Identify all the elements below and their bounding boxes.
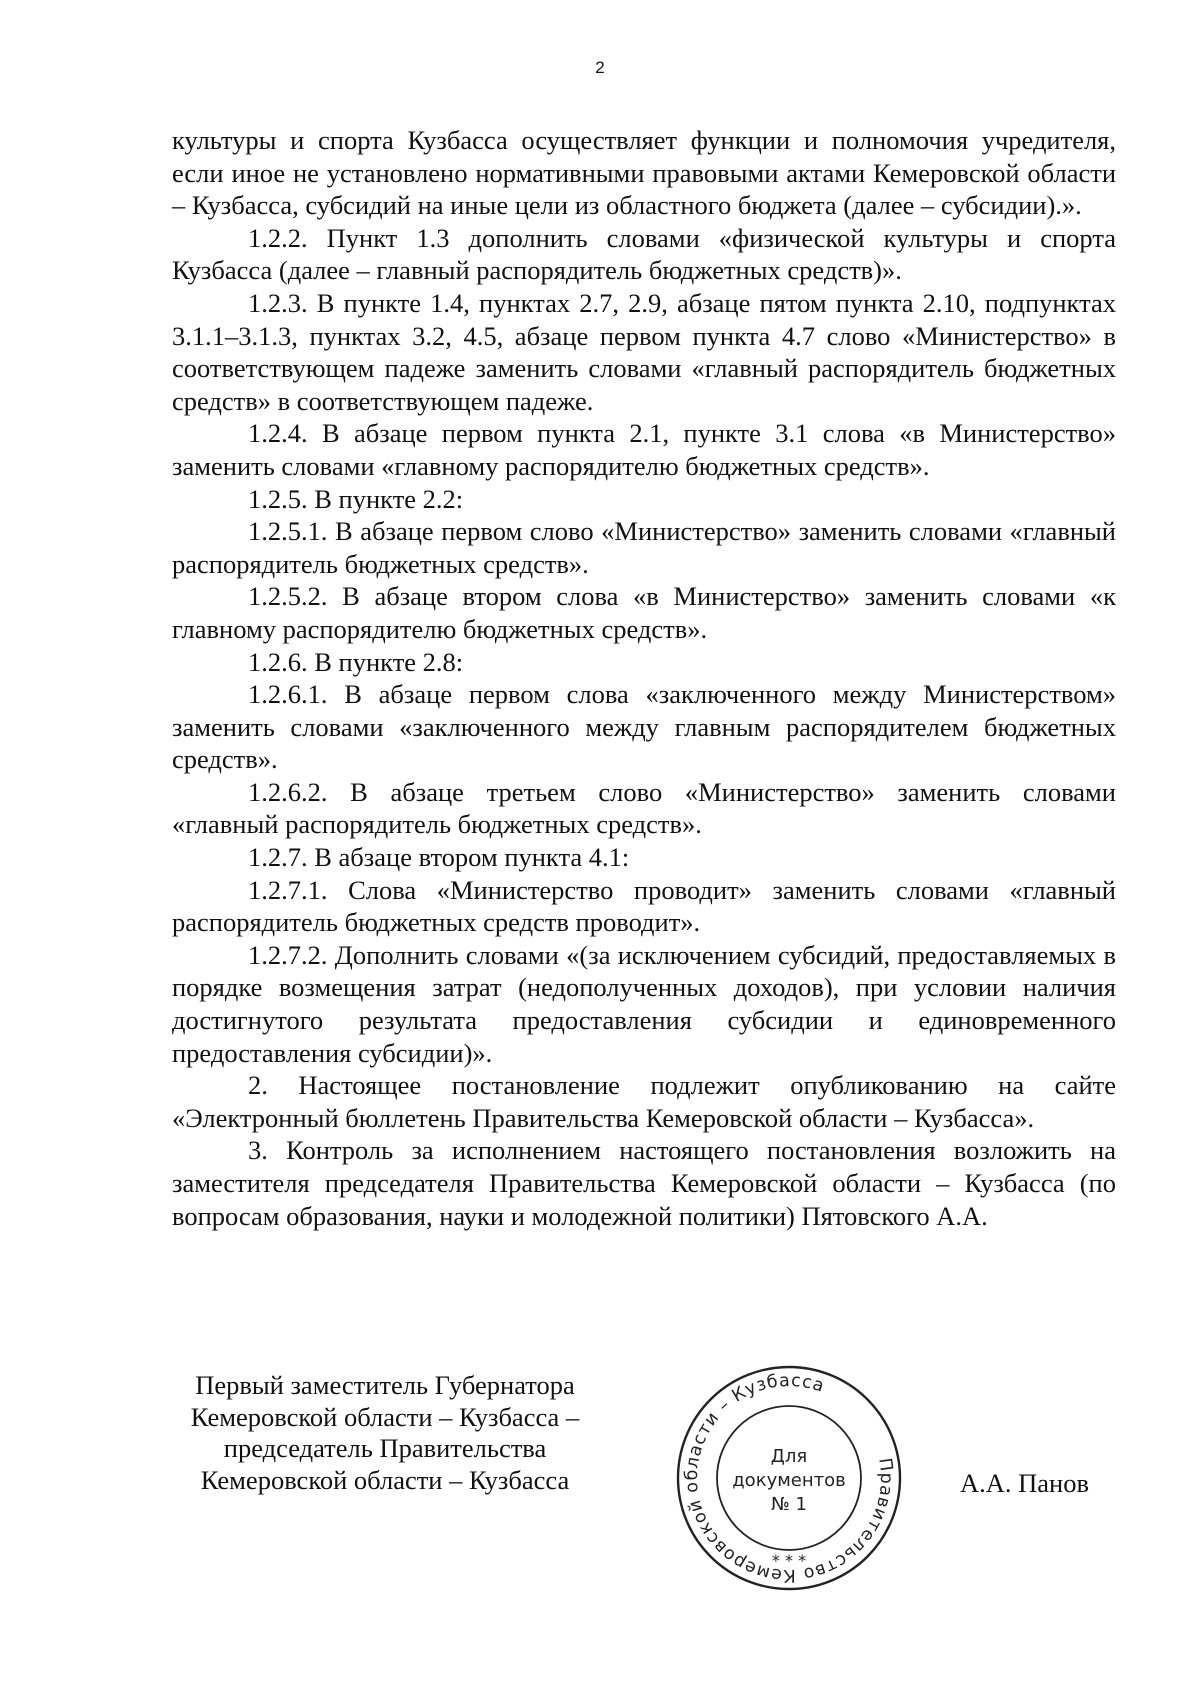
paragraph-1-2-7-2: 1.2.7.2. Дополнить словами «(за исключением субсидий, предоставляемых в порядке возмещения затрат (недополученных доходов), при условии наличия достигнутого результата предоставления субсидии и единовременного предоставления субсидии)». xyxy=(172,939,1116,1068)
paragraph-continuation: культуры и спорта Кузбасса осуществляет функции и полномочия учредителя, если иное не установлено нормативными правовыми актами Кемеровской области – Кузбасса, субсидий на иные цели из областного бюджета (далее – субсидии).». xyxy=(172,125,1116,221)
document-body xyxy=(172,124,1116,1232)
paragraph-1-2-2: 1.2.2. Пункт 1.3 дополнить словами «физической культуры и спорта Кузбасса (далее – главный распорядитель бюджетных средств)». xyxy=(172,222,1116,286)
signer-title-line: Кемеровской области – Кузбасса – xyxy=(190,1401,580,1432)
stamp-center-line: Для xyxy=(770,1446,808,1467)
paragraph-3: 3. Контроль за исполнением настоящего постановления возложить на заместителя председателя Правительства Кемеровской области – Кузбасса (по вопросам образования, науки и молодежной политики) Пятовского А.А. xyxy=(172,1135,1116,1231)
signature-block xyxy=(0,1362,1200,1622)
signer-title-line: председатель Правительства xyxy=(223,1433,547,1463)
paragraph-1-2-5-2: 1.2.5.2. В абзаце втором слова «в Министерство» заменить словами «к главному распорядителю бюджетных средств». xyxy=(172,581,1116,644)
signer-title xyxy=(150,1370,620,1496)
stamp-center-line: № 1 xyxy=(771,1494,807,1515)
paragraph-1-2-4: 1.2.4. В абзаце первом пункта 2.1, пункте 3.1 слова «в Министерство» заменить словами «главному распорядителю бюджетных средств». xyxy=(172,418,1116,481)
paragraph-1-2-5: 1.2.5. В пункте 2.2: xyxy=(248,483,464,514)
paragraph-2: 2. Настоящее постановление подлежит опубликованию на сайте «Электронный бюллетень Правительства Кемеровской области – Кузбасса». xyxy=(172,1070,1116,1133)
stamp-center-line: документов xyxy=(732,1470,846,1491)
paragraph-1-2-6: 1.2.6. В пункте 2.8: xyxy=(248,646,464,677)
paragraph-1-2-7: 1.2.7. В абзаце втором пункта 4.1: xyxy=(248,842,630,873)
official-stamp xyxy=(673,1362,905,1594)
paragraph-1-2-6-2: 1.2.6.2. В абзаце третьем слово «Министерство» заменить словами «главный распорядитель бюджетных средств». xyxy=(172,776,1116,840)
signer-title-line: Кемеровской области – Кузбасса xyxy=(200,1464,570,1495)
paragraph-1-2-7-1: 1.2.7.1. Слова «Министерство проводит» заменить словами «главный распорядитель бюджетных средств проводит». xyxy=(172,874,1116,938)
signer-name: А.А. Панов xyxy=(960,1468,1089,1498)
stamp-stars: * * * xyxy=(771,1551,807,1570)
paragraph-1-2-5-1: 1.2.5.1. В абзаце первом слово «Министерство» заменить словами «главный распорядитель бюджетных средств». xyxy=(172,516,1116,579)
paragraph-1-2-6-1: 1.2.6.1. В абзаце первом слова «заключенного между Министерством» заменить словами «заключенного между главным распорядителем бюджетных средств». xyxy=(172,679,1116,775)
paragraph-1-2-3: 1.2.3. В пункте 1.4, пунктах 2.7, 2.9, абзаце пятом пункта 2.10, подпунктах 3.1.1–3.1.3, пунктах 3.2, 4.5, абзаце первом пункта 4.7 слово «Министерство» в соответствующем падеже заменить словами «главный распорядитель бюджетных средств» в соответствующем падеже. xyxy=(172,287,1116,416)
stamp-ring-text: Правительство Кемеровской области – Кузбасса xyxy=(681,1370,897,1586)
page-number: 2 xyxy=(595,58,605,77)
signer-title-line: Первый заместитель Губернатора xyxy=(195,1370,575,1400)
